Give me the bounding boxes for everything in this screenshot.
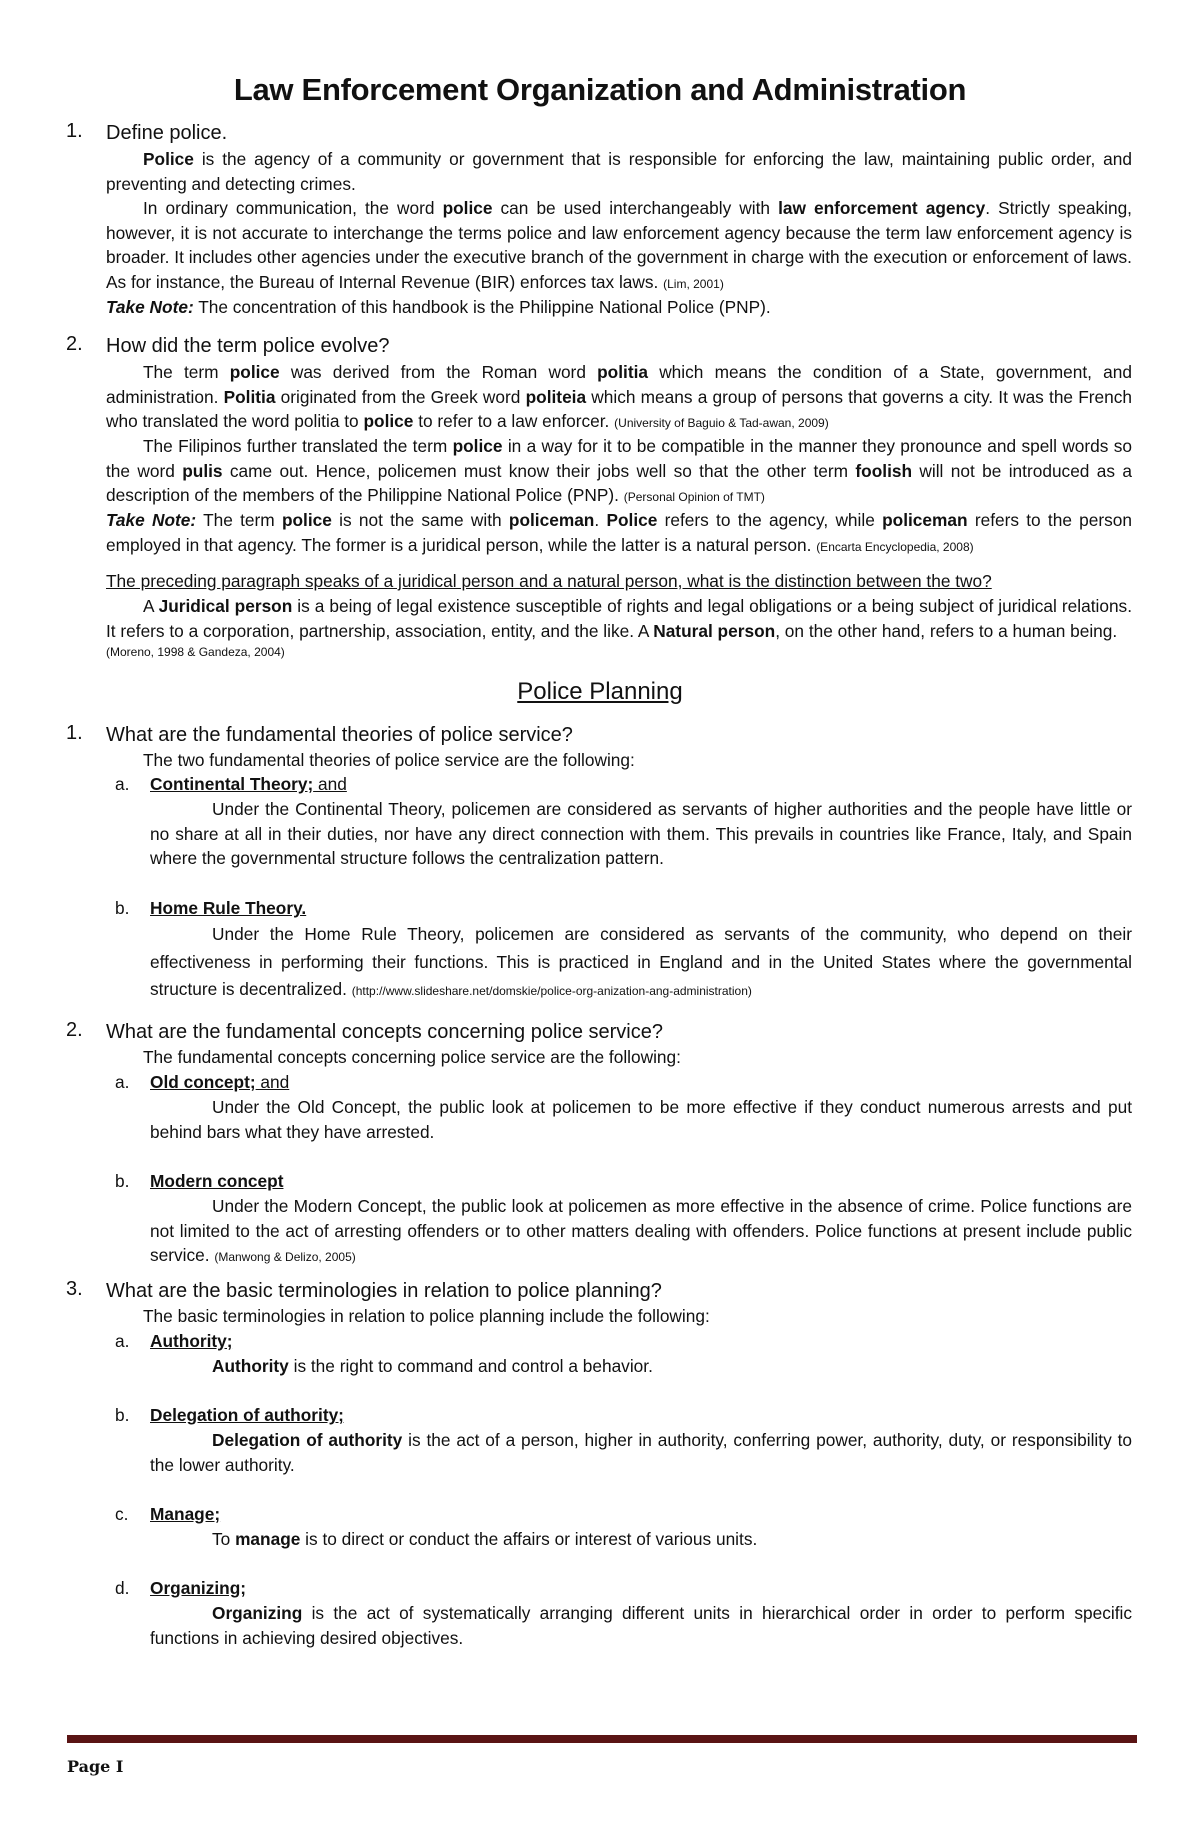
pp-q2-question: What are the fundamental concepts concerning police service?	[106, 1021, 663, 1043]
pp-q2-b-text: Under the Modern Concept, the public look at policemen as more effective in the absence of crime. Police functions are not limited to the act of arresting offenders or to other matters dealing with offenders. Police functions at present include public service. (Manwong & Delizo, 2005)	[150, 1196, 1132, 1266]
pp-q3-c-text: To manage is to direct or conduct the affairs or interest of various units.	[212, 1529, 758, 1549]
section-heading-police-planning: Police Planning	[517, 678, 683, 705]
q1-number: 1.	[66, 120, 83, 142]
pp-q1-b-title: Home Rule Theory.	[150, 898, 307, 918]
pp-q3-d-letter: d.	[115, 1578, 130, 1598]
q2-number: 2.	[66, 333, 83, 355]
q2-take-note: Take Note: The term police is not the same with policeman. Police refers to the agency, while policeman refers to the person employed in that agency. The former is a juridical person, while the latter is a natural person. (Encarta Encyclopedia, 2008)	[106, 510, 1133, 555]
pp-q3-a-text: Authority is the right to command and control a behavior.	[212, 1356, 653, 1376]
pp-q3-c-title: Manage;	[150, 1504, 221, 1524]
pp-q3-d-text: Organizing is the act of systematically arranging different units in hierarchical order in order to perform specific functions in achieving desired objectives.	[150, 1603, 1132, 1648]
pp-q3-number: 3.	[66, 1278, 83, 1300]
q1-paragraph-1: Police is the agency of a community or government that is responsible for enforcing the law, maintaining public order, and preventing and detecting crimes.	[106, 149, 1132, 194]
q1-question: Define police.	[106, 122, 228, 144]
pp-q1-a-title: Continental Theory; and	[150, 774, 347, 794]
pp-q1-b-text: Under the Home Rule Theory, policemen are considered as servants of the community, who depend on their effectiveness in performing their functions. This is practiced in England and in the United States where the governmental structure is decentralized. (http://www.slideshare.net/domskie/police-org-anization-ang-administration)	[150, 924, 1132, 999]
pp-q1-b-letter: b.	[115, 898, 130, 918]
pp-q1-question: What are the fundamental theories of police service?	[106, 724, 573, 746]
pp-q2-a-letter: a.	[115, 1072, 130, 1092]
pp-q2-a-text: Under the Old Concept, the public look at policemen to be more effective if they conduct numerous arrests and put behind bars what they have arrested.	[150, 1097, 1132, 1142]
pp-q3-a-title: Authority;	[150, 1331, 233, 1351]
pp-q2-a-title: Old concept; and	[150, 1072, 290, 1092]
page-number: Page I	[67, 1757, 124, 1776]
pp-q3-c-letter: c.	[115, 1504, 129, 1524]
q1-paragraph-2: In ordinary communication, the word police can be used interchangeably with law enforcement agency. Strictly speaking, however, it is not accurate to interchange the terms police and law enforcement agency because the term law enforcement agency is broader. It includes other agencies under the executive branch of the government in charge with the execution or enforcement of laws. As for instance, the Bureau of Internal Revenue (BIR) enforces tax laws. (Lim, 2001)	[106, 198, 1132, 292]
pp-q2-b-letter: b.	[115, 1171, 130, 1191]
pp-q3-intro: The basic terminologies in relation to police planning include the following:	[143, 1306, 710, 1326]
pp-q1-number: 1.	[66, 722, 83, 744]
pp-q2-intro: The fundamental concepts concerning police service are the following:	[143, 1047, 681, 1067]
q2-question: How did the term police evolve?	[106, 335, 390, 357]
pp-q3-d-title: Organizing;	[150, 1578, 247, 1598]
pp-q3-question: What are the basic terminologies in relation to police planning?	[106, 1280, 662, 1302]
pp-q1-a-text: Under the Continental Theory, policemen are considered as servants of higher authorities and the people have little or no share at all in their duties, nor have any direct connection with them. This prevails in countries like France, Italy, and Spain where the governmental structure follows the centralization pattern.	[150, 799, 1132, 869]
pp-q2-b-title: Modern concept	[150, 1171, 284, 1191]
q2-paragraph-3: A Juridical person is a being of legal existence susceptible of rights and legal obligations or a being subject of juridical relations. It refers to a corporation, partnership, association, entity, and the like. A Natural person, on the other hand, refers to a human being.	[106, 596, 1133, 641]
pp-q1-a-letter: a.	[115, 774, 130, 794]
pp-q3-b-letter: b.	[115, 1405, 130, 1425]
pp-q3-b-title: Delegation of authority;	[150, 1405, 344, 1425]
distinction-question: The preceding paragraph speaks of a juridical person and a natural person, what is the distinction between the two?	[106, 571, 992, 591]
q2-paragraph-2: The Filipinos further translated the term police in a way for it to be compatible in the manner they pronounce and spell words so the word pulis came out. Hence, policemen must know their jobs well so that the other term foolish will not be introduced as a description of the members of the Philippine National Police (PNP). (Personal Opinion of TMT)	[106, 436, 1132, 506]
pp-q2-number: 2.	[66, 1019, 83, 1041]
q2-paragraph-3-citation: (Moreno, 1998 & Gandeza, 2004)	[106, 645, 285, 659]
q1-take-note: Take Note: The concentration of this handbook is the Philippine National Police (PNP).	[106, 297, 771, 317]
pp-q1-intro: The two fundamental theories of police service are the following:	[143, 750, 635, 770]
pp-q3-a-letter: a.	[115, 1331, 130, 1351]
document-title: Law Enforcement Organization and Administration	[233, 72, 967, 107]
footer-rule	[67, 1735, 1137, 1743]
pp-q3-b-text: Delegation of authority is the act of a person, higher in authority, conferring power, authority, duty, or responsibility to the lower authority.	[150, 1430, 1132, 1475]
q2-paragraph-1: The term police was derived from the Roman word politia which means the condition of a State, government, and administration. Politia originated from the Greek word politeia which means a group of persons that governs a city. It was the French who translated the word politia to police to refer to a law enforcer. (University of Baguio & Tad-awan, 2009)	[106, 362, 1133, 432]
